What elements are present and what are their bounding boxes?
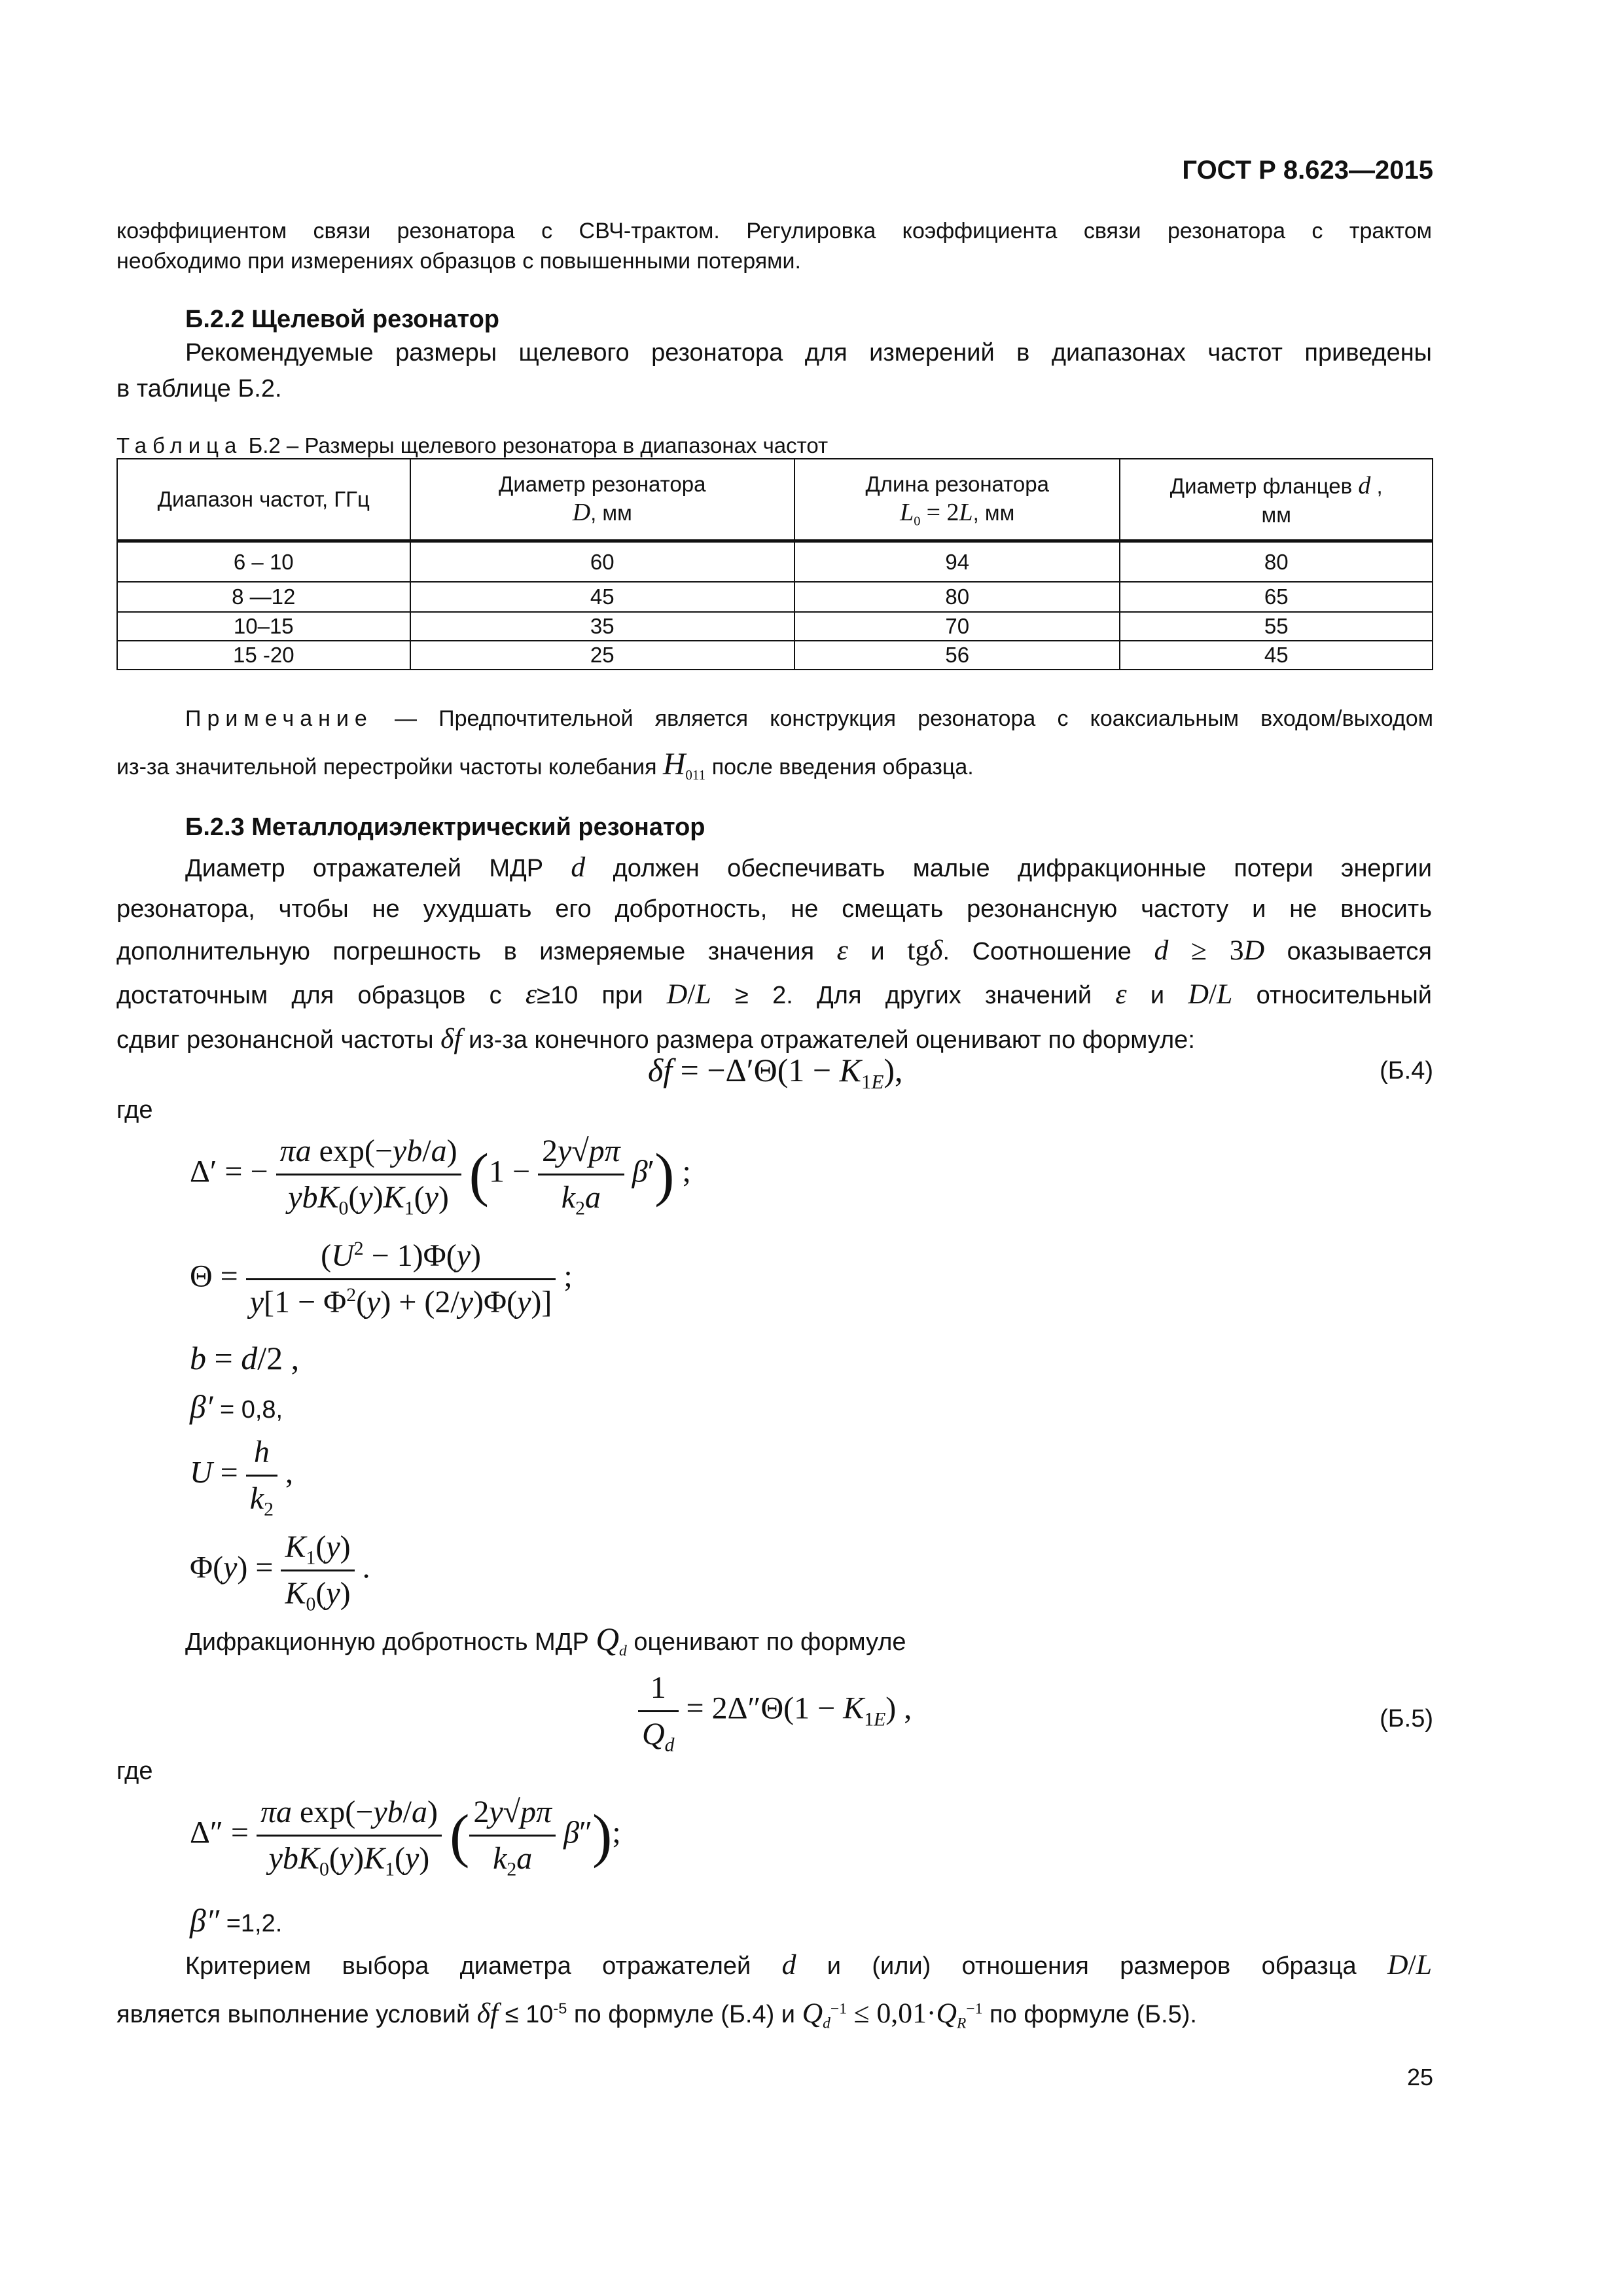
- criterion-text: ≤ 10: [505, 2001, 554, 2029]
- criterion-text: является выполнение условий: [116, 2001, 471, 2029]
- table-row: [117, 641, 1433, 670]
- table-cell: 70: [794, 612, 1120, 641]
- b22-line-2: в таблице Б.2.: [116, 375, 282, 403]
- table-cell: 94: [794, 541, 1120, 582]
- b23-text: должен обеспечивать малые дифракционные потери энергии: [613, 855, 1433, 882]
- criterion-text: по формуле (Б.5).: [990, 2001, 1197, 2029]
- table-caption: [116, 431, 828, 461]
- formula-delta-double-prime: Δ″ = $\frac{\text{πa exp(−yb/a)}}{ybK_0(y)K_1(y)}$ ( $\frac{2y√p\pi}{k_2a}$ β″);: [190, 1790, 621, 1881]
- header-resonator-diameter-unit: , мм: [590, 500, 632, 525]
- header-flange-diameter-unit: мм: [1261, 503, 1291, 528]
- where-label-2: где: [116, 1757, 153, 1785]
- criterion-text: по формуле (Б.4) и: [573, 2001, 796, 2029]
- table-cell: 15 -20: [117, 641, 410, 670]
- criterion-exponent: -5: [553, 2000, 567, 2017]
- formula-u: U = $\frac{h}{k_2}$ ,: [190, 1430, 293, 1521]
- section-b23-title: Б.2.3 Металлодиэлектрический резонатор: [185, 814, 705, 841]
- page-number: 25: [1406, 2064, 1433, 2090]
- formula-phi: Φ(y) = $\frac{K_1(y)}{K_0(y)}$ .: [190, 1525, 370, 1616]
- formula-beta-prime: β′ = 0,8,: [190, 1389, 283, 1425]
- qd-text-a: Дифракционную добротность МДР: [185, 1628, 589, 1656]
- header-resonator-diameter-label: Диаметр резонатора: [499, 471, 706, 496]
- header-resonator-length-unit: , мм: [972, 500, 1015, 525]
- b23-text: резонатора, чтобы не ухудшать его добротность, не смещать резонансную частоту и не вносить: [116, 895, 1432, 923]
- b23-text: относительный: [1256, 982, 1433, 1010]
- table-cell: 80: [794, 582, 1120, 612]
- table-header-row: [117, 459, 1433, 541]
- section-b22-title: Б.2.2 Щелевой резонатор: [185, 306, 499, 333]
- header-resonator-length: Длина резонатора $L_0 = 2L$, мм: [794, 459, 1120, 541]
- header-resonator-diameter: Диаметр резонатора D, мм: [410, 459, 794, 541]
- table-cell: 56: [794, 641, 1120, 670]
- intro-line-1: коэффициентом связи резонатора с СВЧ-трактом. Регулировка коэффициента связи резонатора с трактом: [116, 219, 1432, 243]
- qd-text: Дифракционную добротность МДР $Q_d$ оценивают по формуле: [185, 1621, 906, 1660]
- formula-beta-double-prime: β″ =1,2.: [190, 1903, 283, 1939]
- header-flange-diameter: Диаметр фланцев d , мм: [1120, 459, 1433, 541]
- b23-text: оказывается: [1287, 937, 1433, 965]
- where-label-1: где: [116, 1096, 153, 1124]
- table-cell: 45: [1120, 641, 1433, 670]
- b23-text: ≥10: [537, 982, 579, 1010]
- beta-prime-value: = 0,8,: [219, 1396, 283, 1424]
- table-row: [117, 612, 1433, 641]
- table-cell: 6 – 10: [117, 541, 410, 582]
- equation-b4-number: (Б.4): [1380, 1057, 1433, 1085]
- b23-text: сдвиг резонансной частоты: [116, 1026, 434, 1054]
- criterion-text: Критерием выбора: [185, 1952, 429, 1980]
- b23-text: ≥ 2. Для других значений: [734, 982, 1092, 1010]
- formula-b: b = d/2 ,: [190, 1340, 300, 1376]
- criterion-text: диаметра отражателей: [459, 1952, 751, 1980]
- b23-text: Диаметр отражателей МДР: [185, 855, 544, 882]
- table-cell: 45: [410, 582, 794, 612]
- header-flange-diameter-label: Диаметр фланцев: [1169, 473, 1353, 498]
- note-text-line-2a: из-за значительной перестройки частоты колебания: [116, 754, 657, 780]
- criterion-paragraph: Критерием выбора диаметра отражателей d и (или) отношения размеров образца D/L является выполнение условий $\delta f \le 10^{-5}$ по формуле (Б.4) и $Q_d^{-1} \le 0,01\cdot Q_R^{-1}$ по формуле (Б.5).: [116, 1949, 1433, 2032]
- table-cell: 60: [410, 541, 794, 582]
- section-b22-paragraph: [116, 335, 1432, 407]
- resonator-dimensions-table: [116, 458, 1433, 670]
- table-caption-text: Б.2 – Размеры щелевого резонатора в диапазонах частот: [248, 433, 829, 457]
- formula-theta: Θ = $\frac{(U^2 - 1)\Phi(y)}{y[1 - \Phi^2(y) + (2/y)\Phi(y)]}$ ;: [190, 1234, 573, 1325]
- b23-text: и: [1150, 982, 1165, 1010]
- b22-line-1: Рекомендуемые размеры щелевого резонатора для измерений в диапазонах частот приведены: [185, 339, 1432, 367]
- note-text-line-1: — Предпочтительной является конструкция резонатора с коаксиальным входом/выходом: [372, 706, 1433, 731]
- b23-text: при: [601, 982, 643, 1010]
- table-cell: 65: [1120, 582, 1433, 612]
- intro-line-2: необходимо при измерениях образцов с повышенными потерями.: [116, 249, 801, 274]
- header-resonator-length-label: Длина резонатора: [865, 471, 1049, 496]
- b23-text: и: [870, 937, 885, 965]
- table-cell: 55: [1120, 612, 1433, 641]
- table-row: [117, 541, 1433, 582]
- beta-double-prime-value: =1,2.: [226, 1910, 283, 1937]
- b23-text: достаточным для образцов с: [116, 982, 502, 1010]
- table-caption-prefix: Таблица: [116, 433, 243, 457]
- table-note: Примечание — Предпочтительной является конструкция резонатора с коаксиальным входом/выходом из-за значительной перестройки частоты колебания $H_{011}$ после введения образца.: [116, 706, 1433, 783]
- table-cell: 25: [410, 641, 794, 670]
- note-text-line-2b: после введения образца.: [711, 754, 974, 780]
- b23-text: дополнительную погрешность в измеряемые значения: [116, 937, 815, 965]
- criterion-text: и (или) отношения размеров образца: [827, 1952, 1357, 1980]
- header-frequency-range: Диапазон частот, ГГц: [117, 459, 410, 541]
- equation-b5-number: (Б.5): [1380, 1705, 1433, 1732]
- note-label: Примечание: [185, 706, 373, 731]
- table-cell: 8 —12: [117, 582, 410, 612]
- intro-paragraph: [116, 216, 1432, 276]
- table-cell: 10–15: [117, 612, 410, 641]
- table-cell: 35: [410, 612, 794, 641]
- b23-text: . Соотношение: [942, 937, 1132, 965]
- document-code: ГОСТ Р 8.623—2015: [1182, 156, 1433, 185]
- formula-delta-prime: Δ′ = − $\frac{\text{πa exp(−yb/a)}}{ybK_0(y)K_1(y)}$ (1 − $\frac{2y√p\pi}{k_2a}$ β′) ;: [190, 1129, 691, 1220]
- qd-text-b: оценивают по формуле: [633, 1628, 906, 1656]
- table-row: [117, 582, 1433, 612]
- b23-text: из-за конечного размера отражателей оценивают по формуле:: [469, 1026, 1195, 1054]
- section-b23-paragraph: Диаметр отражателей МДР d должен обеспечивать малые дифракционные потери энергии резонатора, чтобы не ухудшать его добротность, не смещать резонансную частоту и не вносить дополнительную погрешность в измеряемые значения ε и tgδ. Соотношение d ≥ 3D оказывается достаточным для образцов с ε≥10 при D/L ≥ 2. Для других значений ε и D/L относительный сдвиг резонансной частоты δf из-за конечного размера отражателей оценивают по формуле:: [116, 852, 1433, 1055]
- equation-b5: $\frac{1}{Q_d}$ = $2\Delta''\Theta(1 - K_{1E})$ ,: [638, 1666, 912, 1757]
- equation-b4: $\delta f = -\Delta'\Theta(1 - K_{1E})$,: [648, 1052, 903, 1093]
- table-cell: 80: [1120, 541, 1433, 582]
